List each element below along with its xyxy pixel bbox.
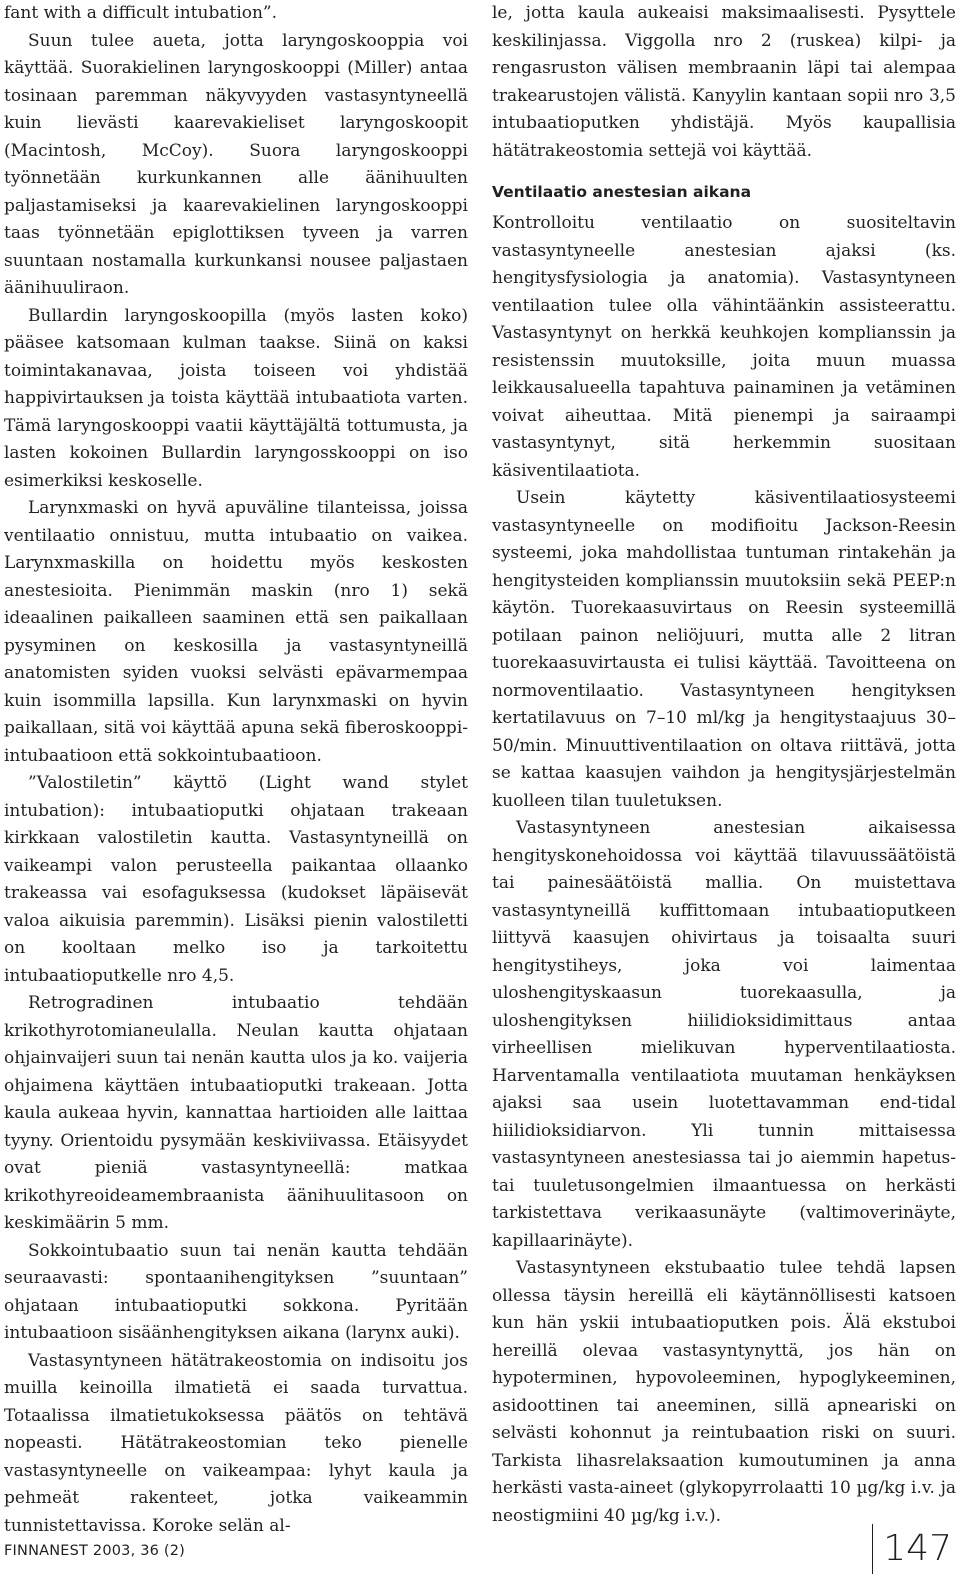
section-heading: Ventilaatio anestesian aikana <box>492 183 752 201</box>
journal-citation: FINNANEST 2003, 36 (2) <box>4 1543 186 1559</box>
paragraph: Kontrolloitu ventilaatio on suositeltavin vastasyntyneelle anestesian ajaksi (ks. hengitysfysiologia ja anatomia). Vastasyntyneen ventilaation tulee olla vähintäänkin assisteerattu. Vastasyntynyt on herkkä keuhkojen komplianssin ja resistenssin muutoksille, joita muun muassa leikkausalueella tapahtuva painaminen ja vetäminen voivat aiheuttaa. Mitä pienempi ja sairaampi vastasyntynyt, sitä herkemmin suositaan käsiventilaatiota. <box>492 213 956 481</box>
left-column <box>4 0 468 1540</box>
paragraph: Vastasyntyneen ekstubaatio tulee tehdä lapsen ollessa täysin hereillä eli käytännöllisesti katsoen kun hän yskii intubaatioputken pois. Älä ekstuboi hereillä olevaa vastasyntynyttä, jos hän on hypoterminen, hypovoleeminen, hypoglykeeminen, asidoottinen tai aneeminen, sillä apneariski on selvästi kohonnut ja reintubaation riski on suuri. Tarkista lihasrelaksaation kumoutuminen ja anna herkästi vasta-aineet (glykopyrrolaatti 10 µg/kg i.v. ja neostigmiini 40 µg/kg i.v.). <box>492 1258 956 1526</box>
paragraph: Bullardin laryngoskoopilla (myös lasten koko) pääsee katsomaan kulman taakse. Siinä on kaksi toimintakanavaa, joista toiseen voi yhdistää happivirtauksen ja toista käyttää intubaatiota varten. Tämä laryngoskooppi vaatii käyttäjältä tottumusta, ja lasten kokoinen Bullardin laryngosskooppi on iso esimerkiksi keskoselle. <box>4 305 468 491</box>
paragraph: Retrogradinen intubaatio tehdään krikothyrotomianeulalla. Neulan kautta ohjataan ohjainvaijeri suun tai nenän kautta ulos ja ko. vaijeria ohjaimena käyttäen intubaatioputki trakeaan. Jotta kaula aukeaa hyvin, kannattaa hartioiden alle laittaa tyyny. Orientoidu pysymään keskiviivassa. Etäisyydet ovat pieniä vastasyntyneellä: matkaa krikothyreoideamembraanista äänihuulitasoon on keskimäärin 5 mm. <box>4 993 468 1233</box>
paragraph: ”Valostiletin” käyttö (Light wand stylet intubation): intubaatioputki ohjataan trakeaan kirkkaan valostiletin kautta. Vastasyntyneillä on vaikeampi valon perusteella paikantaa ollaanko trakeassa vai esofaguksessa (kudokset läpäisevät valoa aikuisia paremmin). Lisäksi pienin valostiletti on kooltaan melko iso ja tarkoitettu intubaatioputkelle nro 4,5. <box>4 773 468 986</box>
page-number: 147 <box>872 1524 952 1574</box>
paragraph: Suun tulee aueta, jotta laryngoskooppia voi käyttää. Suorakielinen laryngoskooppi (Miller) antaa tosinaan paremman näkyvyyden vastasyntyneellä kuin lievästi kaarevakieliset laryngoskoopit (Macintosh, McCoy). Suora laryngoskooppi työnnetään kurkunkannen alle äänihuulten paljastamiseksi ja kaarevakielinen laryngoskooppi taas työnnetään epiglottiksen tyveen ja varren suuntaan nostamalla kurkunkansi nousee paljastaen äänihuuliraon. <box>4 30 468 298</box>
paragraph: fant with a difficult intubation”. <box>4 3 278 23</box>
paragraph: Usein käytetty käsiventilaatiosysteemi vastasyntyneelle on modifioitu Jackson-Reesin systeemi, joka mahdollistaa tuntuman rintakehän ja hengitysteiden komplianssin muutoksiin sekä PEEP:n käytön. Tuorekaasuvirtaus on Reesin systeemillä potilaan painon neliöjuuri, mutta alle 2 litran tuorekaasuvirtausta ei tulisi käyttää. Tavoitteena on normoventilaatio. Vastasyntyneen hengityksen kertatilavuus on 7–10 ml/kg ja hengitystaajuus 30–50/min. Minuuttiventilaation on oltava riittävä, jotta se kattaa kaasujen vaihdon ja hengitysjärjestelmän kuolleen tilan tuuletuksen. <box>492 488 956 811</box>
paragraph: Larynxmaski on hyvä apuväline tilanteissa, joissa ventilaatio onnistuu, mutta intubaatio on vaikea. Larynxmaskilla on hoidettu myös keskosten anestesioita. Pienimmän maskin (nro 1) sekä ideaalinen paikalleen saaminen että sen paikallaan pysyminen on keskosilla ja vastasyntyneillä anatomisten syiden vuoksi selvästi epävarmempaa kuin isommilla lapsilla. Kun larynxmaski on hyvin paikallaan, sitä voi käyttää apuna sekä fiberoskooppi-intubaatioon että sokkointubaatioon. <box>4 498 468 766</box>
paragraph: Sokkointubaatio suun tai nenän kautta tehdään seuraavasti: spontaanihengityksen ”suuntaan” ohjataan intubaatioputki sokkona. Pyritään intubaatioon sisäänhengityksen aikana (larynx auki). <box>4 1240 468 1343</box>
paragraph: Vastasyntyneen hätätrakeostomia on indisoitu jos muilla keinoilla ilmatietä ei saada turvattua. Totaalissa ilmatietukoksessa päätös on tehtävä nopeasti. Hätätrakeostomian teko pienelle vastasyntyneelle on vaikeampaa: lyhyt kaula ja pehmeät rakenteet, jotka vaikeammin tunnistettavissa. Koroke selän al- <box>4 1350 468 1536</box>
right-column <box>492 0 956 1530</box>
paragraph: le, jotta kaula aukeaisi maksimaalisesti. Pysyttele keskilinjassa. Viggolla nro 2 (ruskea) kilpi- ja rengasruston välisen membraanin läpi tai alempaa trakearustojen välistä. Kanyylin kantaan sopii nro 3,5 intubaatioputken yhdistäjä. Myös kaupallisia hätätrakeostomia settejä voi käyttää. <box>492 3 956 161</box>
paragraph: Vastasyntyneen anestesian aikaisessa hengityskonehoidossa voi käyttää tilavuussäätöistä tai painesäätöistä mallia. On muistettava vastasyntyneillä kuffittomaan intubaatioputkeen liittyvä kaasujen ohivirtaus ja toisaalta suuri hengitystiheys, joka voi laimentaa uloshengityskaasun tuorekaasulla, ja uloshengityksen hiilidioksidimittaus antaa virheellisen mielikuvan hyperventilaatiosta. Harventamalla ventilaatiota muutaman henkäyksen ajaksi saa usein luotettavamman end-tidal hiilidioksidiarvon. Yli tunnin mittaisessa vastasyntyneen anestesiassa tai jo aiemmin hapetus- tai tuuletusongelmien ilmaantuessa on herkästi tarkistettava verikaasunäyte (valtimoverinäyte, kapillaarinäyte). <box>492 818 956 1251</box>
